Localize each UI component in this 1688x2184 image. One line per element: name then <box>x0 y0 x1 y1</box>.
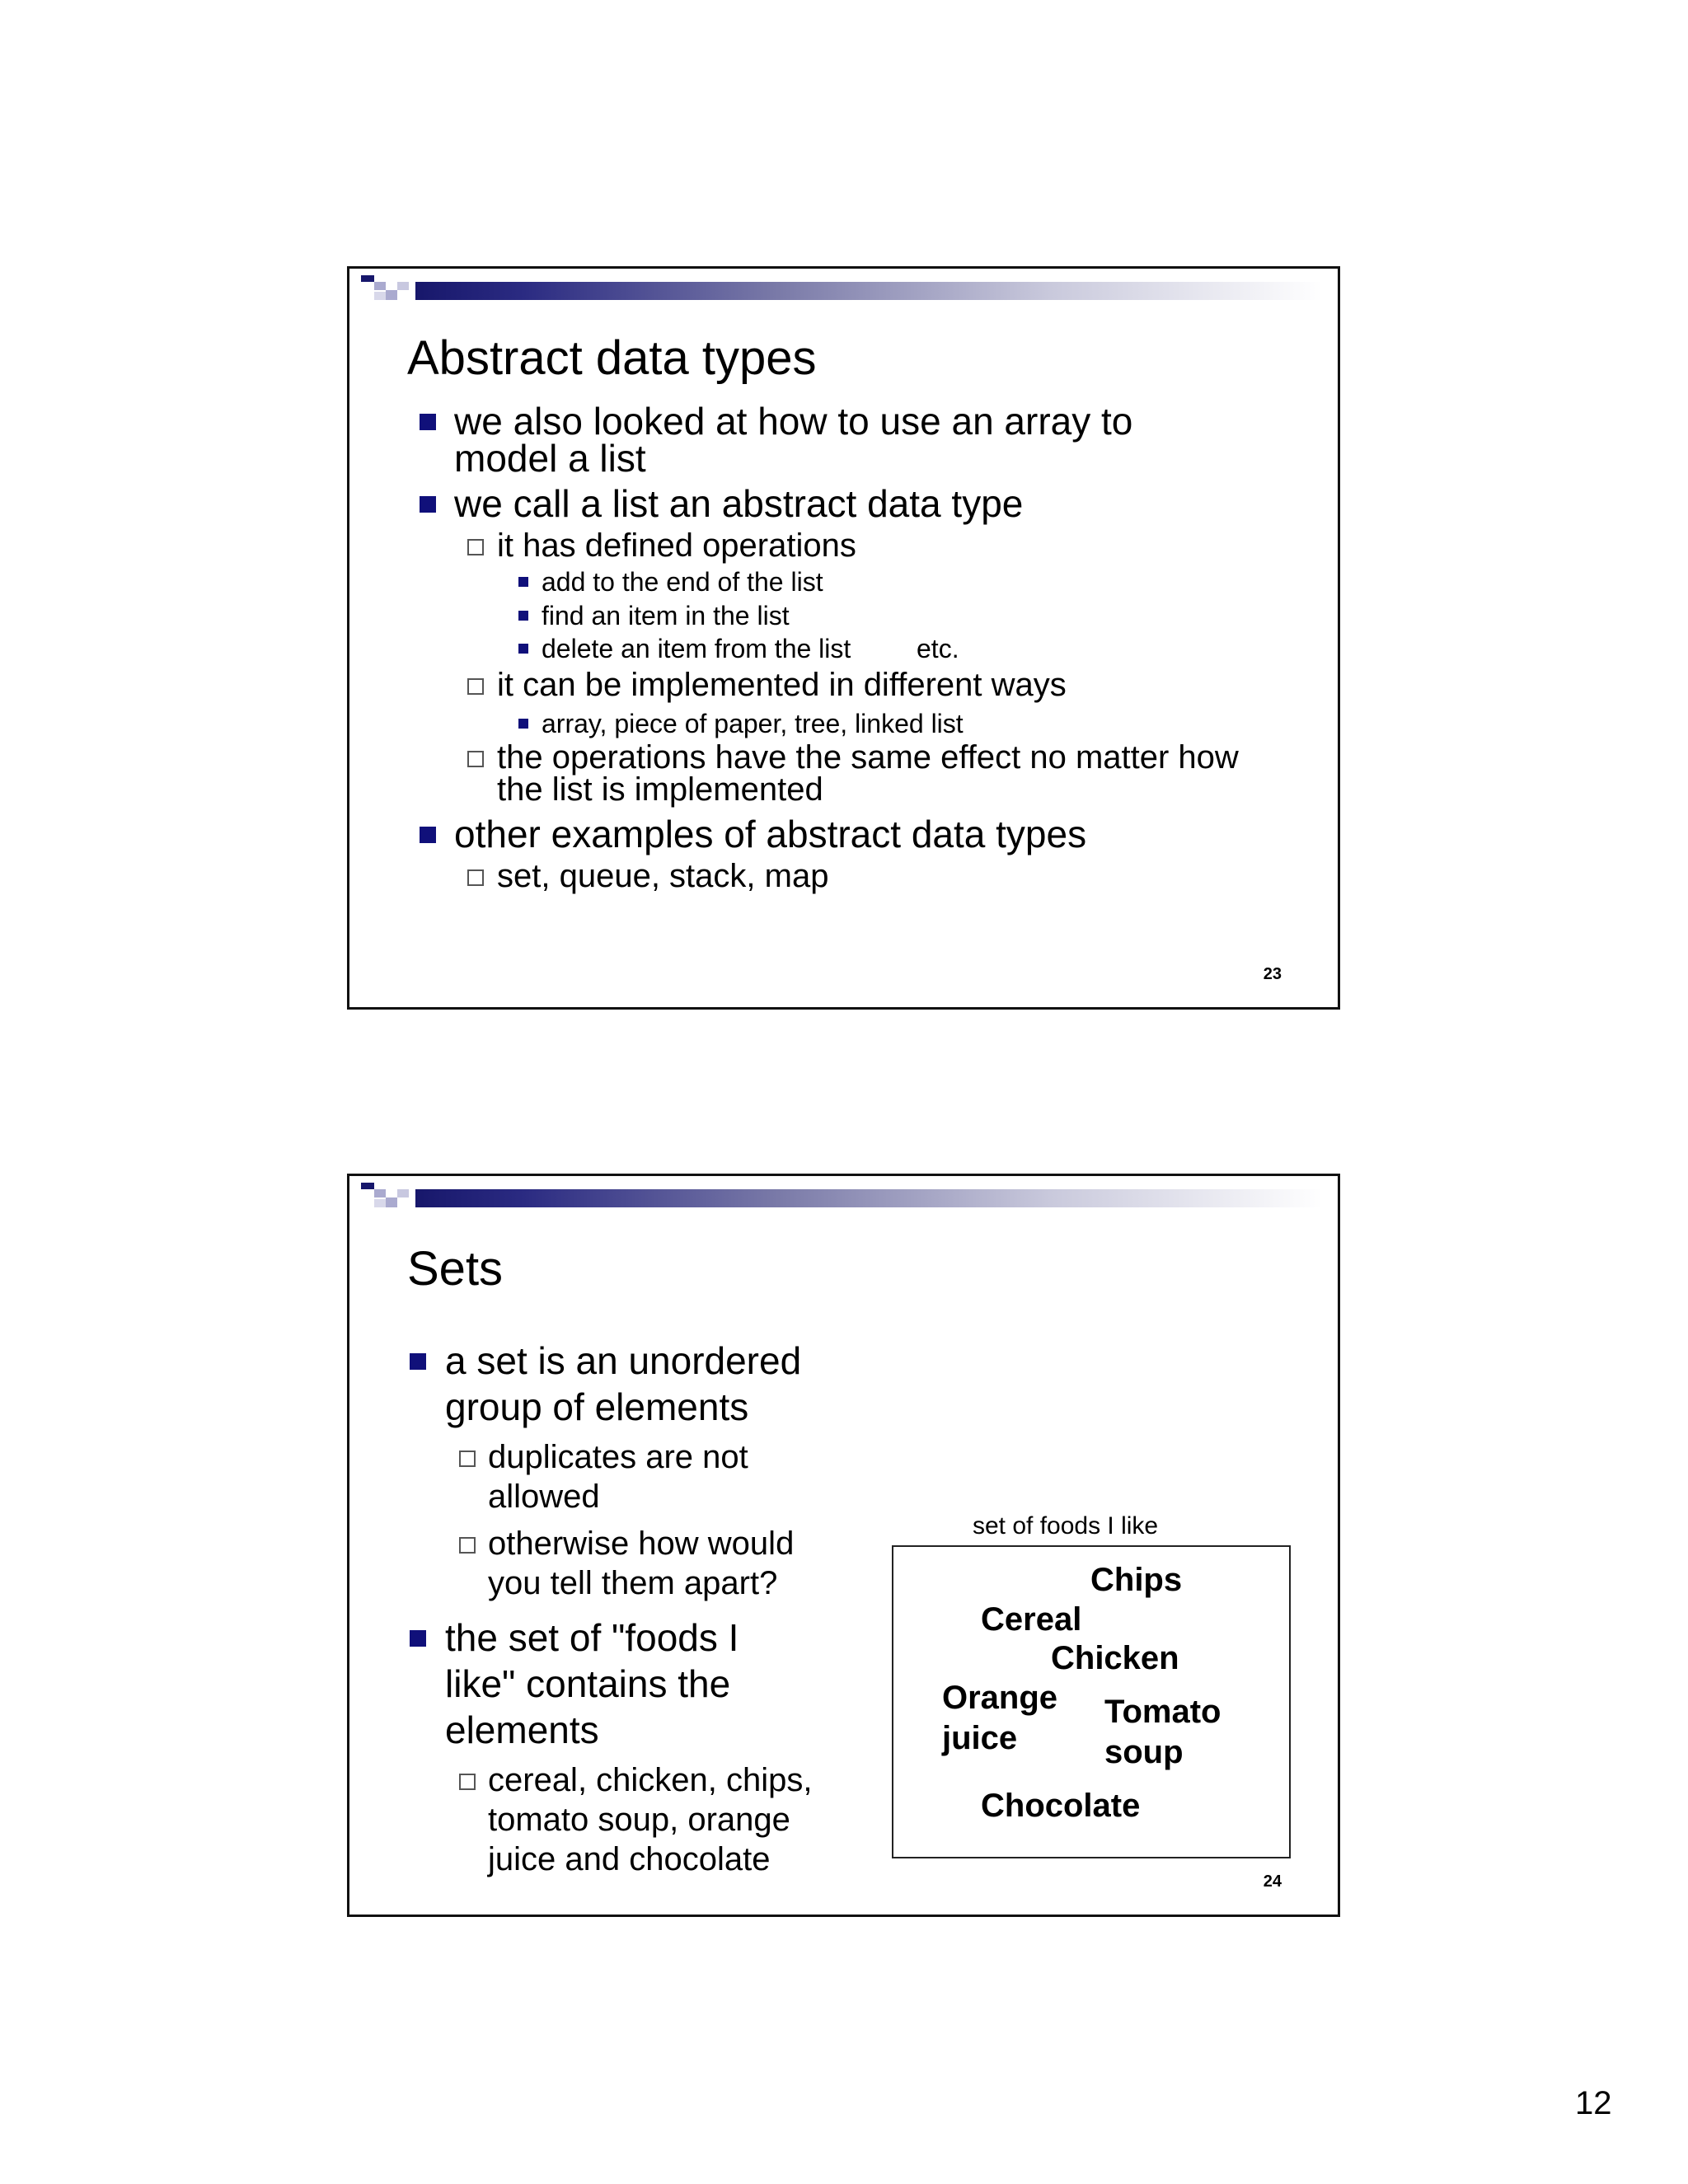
bullet-text: like" contains the <box>445 1662 731 1705</box>
sub-bullet-marker <box>467 678 484 695</box>
sub-bullet-text: the list is implemented <box>497 771 823 808</box>
bullet-text: model a list <box>454 437 646 480</box>
set-element-chicken: Chicken <box>1051 1640 1179 1676</box>
slide-title: Abstract data types <box>407 331 817 385</box>
list-item: array, piece of paper, tree, linked list <box>542 709 964 738</box>
bullet-text: other examples of abstract data types <box>454 813 1087 855</box>
slide-header-bar <box>415 1189 1322 1207</box>
bullet-marker <box>420 827 436 843</box>
bullet-text: elements <box>445 1708 599 1751</box>
sub-bullet-marker <box>459 1537 476 1554</box>
bullet-marker <box>420 496 436 513</box>
list-item: delete an item from the list <box>542 634 851 663</box>
bullet-marker <box>410 1630 426 1647</box>
sub-bullet-text: allowed <box>488 1479 600 1515</box>
slide-title: Sets <box>407 1242 504 1296</box>
sub-bullet-marker <box>459 1451 476 1467</box>
sub-bullet-marker <box>467 751 484 767</box>
sub-bullet-text: it has defined operations <box>497 527 856 564</box>
sub-sub-bullet-marker <box>518 719 528 729</box>
etc-text: etc. <box>917 634 959 663</box>
bullet-marker <box>420 414 436 430</box>
set-element-cereal: Cereal <box>981 1601 1082 1638</box>
bullet-text: we call a list an abstract data type <box>454 482 1024 525</box>
page-number: 12 <box>1575 2085 1612 2121</box>
set-element-orange-juice <box>942 1678 1057 1759</box>
sub-bullet-marker <box>467 869 484 886</box>
list-item: find an item in the list <box>542 601 790 630</box>
slide-number: 24 <box>1263 1872 1282 1891</box>
set-element-text: juice <box>942 1719 1018 1756</box>
slide-number: 23 <box>1263 965 1282 983</box>
bullet-text: the set of "foods I <box>445 1616 739 1659</box>
list-item: add to the end of the list <box>542 567 823 597</box>
sub-bullet-text: tomato soup, orange <box>488 1802 790 1838</box>
sub-bullet-text: the operations have the same effect no matter how <box>497 739 1239 776</box>
set-element-text: Tomato <box>1104 1694 1221 1730</box>
bullet-text: a set is an unordered <box>445 1339 802 1382</box>
sub-sub-bullet-marker <box>518 577 528 587</box>
sub-bullet-text: it can be implemented in different ways <box>497 667 1067 703</box>
bullet-marker <box>410 1353 426 1370</box>
set-element-chips: Chips <box>1090 1562 1183 1598</box>
sub-sub-bullet-marker <box>518 644 528 654</box>
sub-bullet-marker <box>459 1774 476 1790</box>
set-element-text: Orange <box>942 1680 1058 1716</box>
bullet-text: group of elements <box>445 1385 749 1428</box>
slide-sets <box>347 1174 1340 1917</box>
set-element-tomato-soup <box>1104 1692 1221 1773</box>
sub-sub-bullet-marker <box>518 611 528 621</box>
set-element-chocolate: Chocolate <box>981 1788 1141 1824</box>
sub-bullet-text: set, queue, stack, map <box>497 858 829 894</box>
slide-abstract-data-types <box>347 266 1340 1010</box>
sub-bullet-text: otherwise how would <box>488 1526 795 1562</box>
sub-bullet-text: juice and chocolate <box>488 1841 771 1877</box>
bullet-text: we also looked at how to use an array to <box>454 400 1133 443</box>
sub-bullet-marker <box>467 539 484 555</box>
set-caption: set of foods I like <box>973 1512 1159 1540</box>
set-element-text: soup <box>1104 1733 1184 1770</box>
slide-header-bar <box>415 282 1322 300</box>
sub-bullet-text: duplicates are not <box>488 1439 748 1475</box>
sub-bullet-text: you tell them apart? <box>488 1565 778 1601</box>
sub-bullet-text: cereal, chicken, chips, <box>488 1762 813 1798</box>
